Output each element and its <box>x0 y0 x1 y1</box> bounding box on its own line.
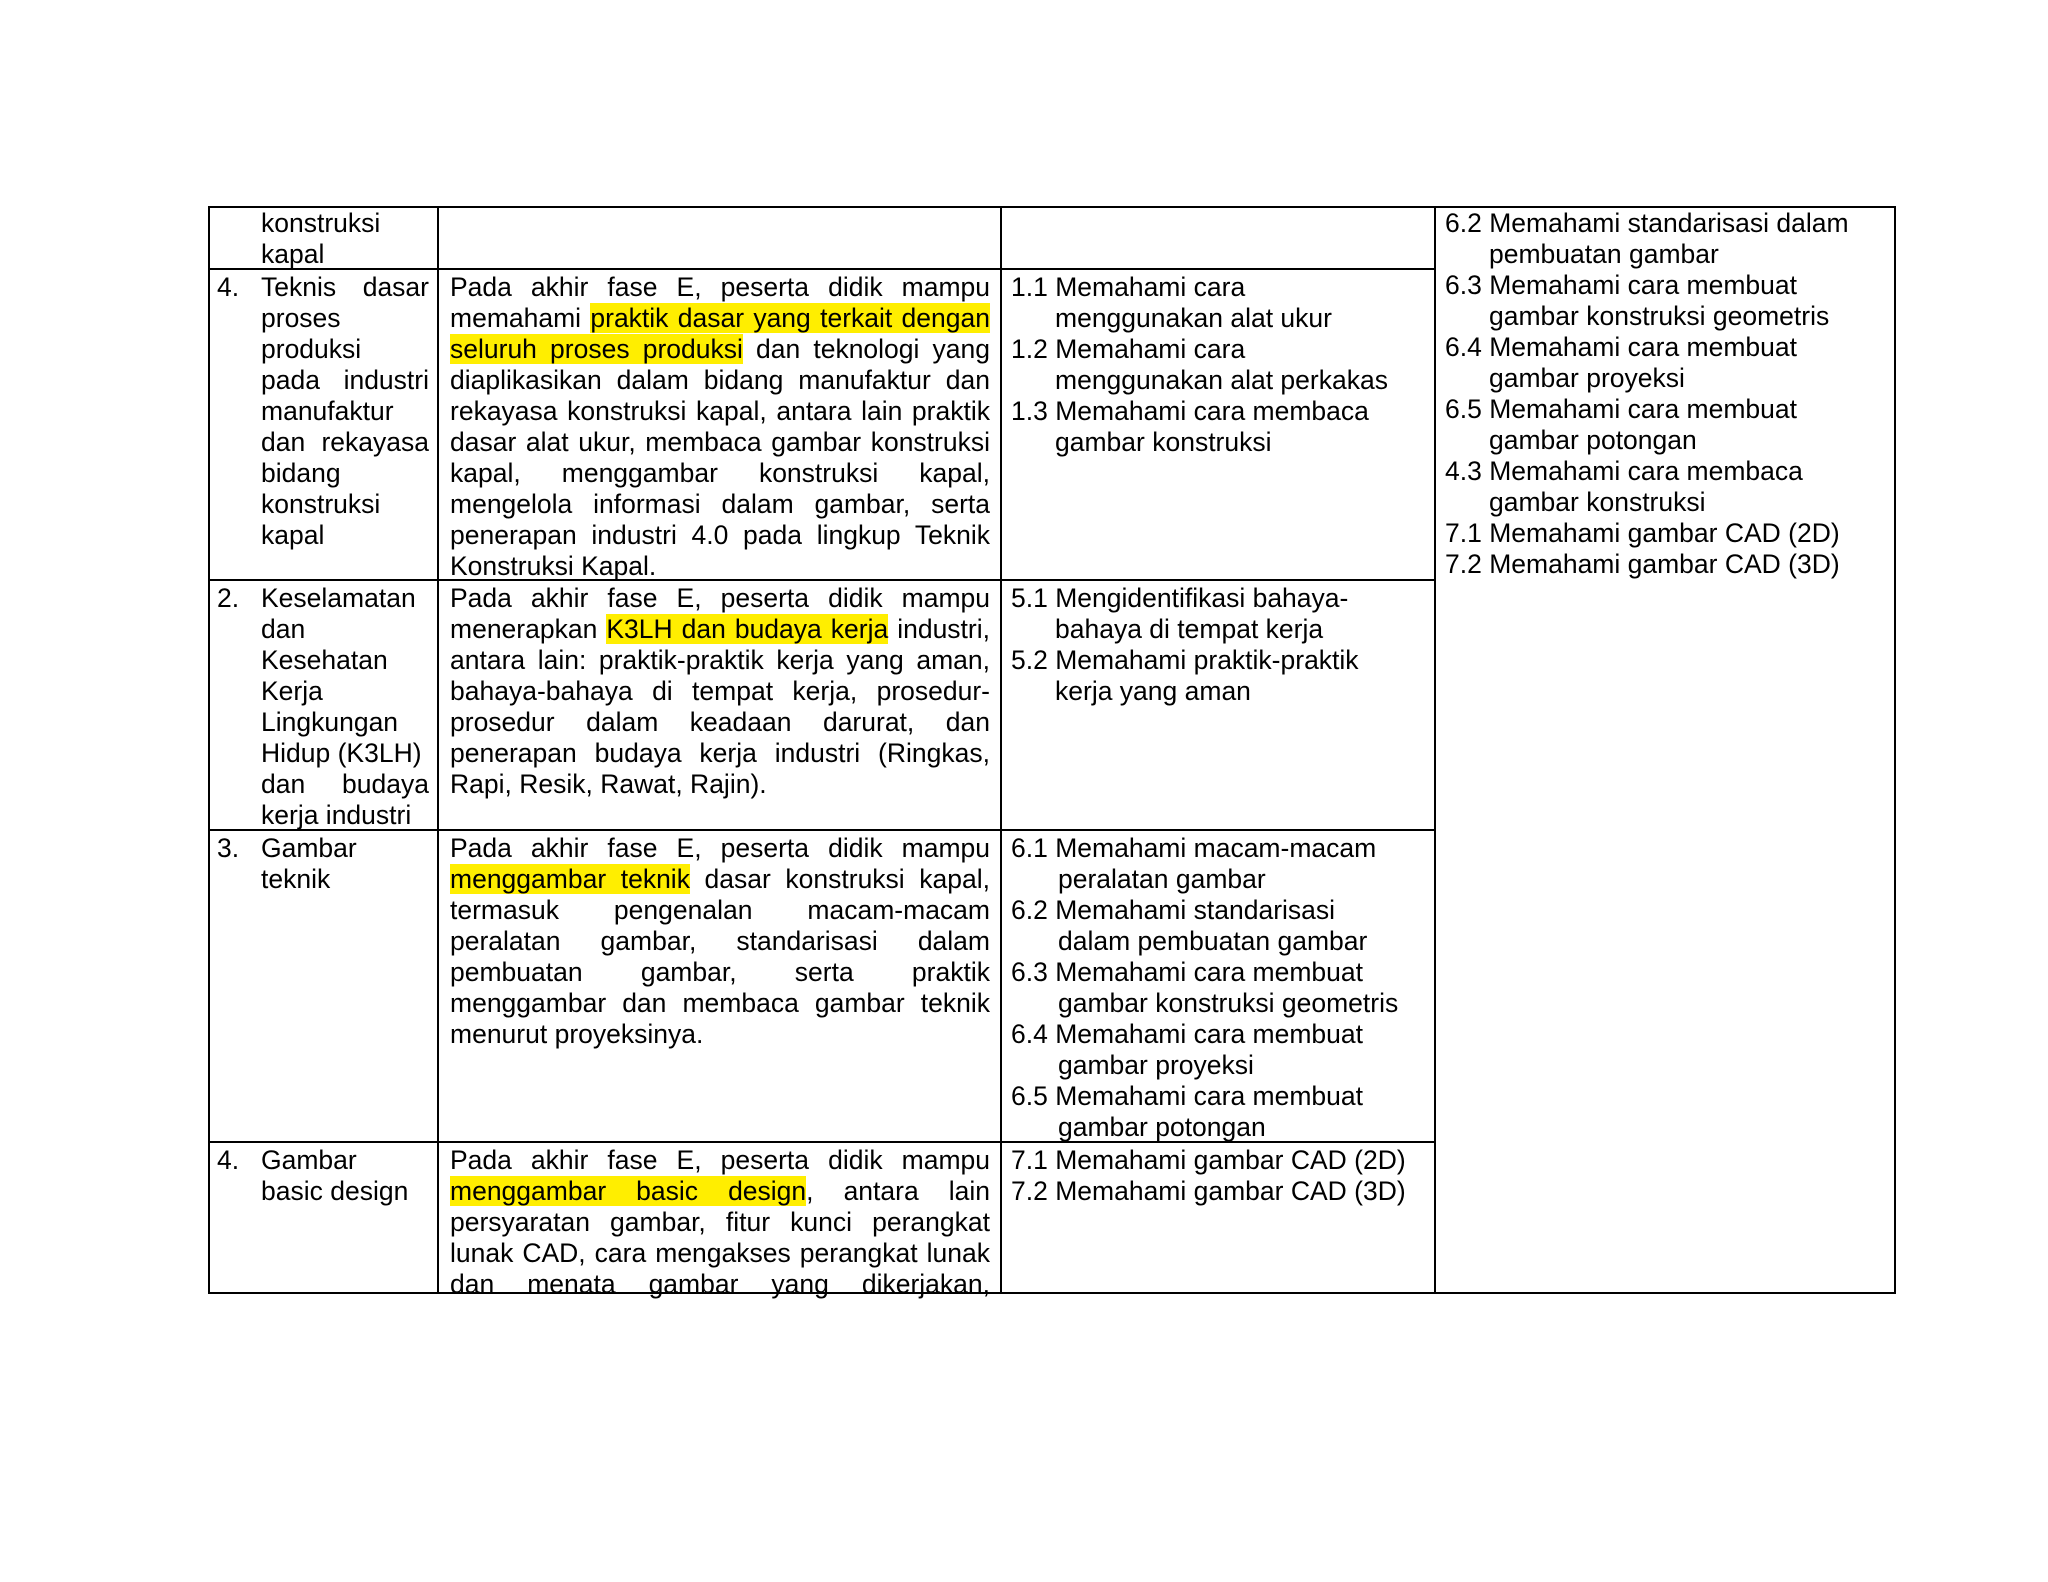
row-number: 2. <box>217 583 240 613</box>
row-description: Pada akhir fase E, peserta didik mampu menerapkan K3LH dan budaya kerja industri, antara lain: praktik-praktik kerja yang aman, bahaya-bahaya di tempat kerja, prosedur- prosedur dalam keadaan darurat, dan penerapan budaya kerja industri (Ringkas, Rapi, Resik, Rawat, Rajin). <box>450 583 990 799</box>
row-number: 3. <box>217 833 240 863</box>
row-title: Keselamatan dan Kesehatan Kerja Lingkungan Hidup (K3LH) dan budaya kerja industri <box>261 583 429 830</box>
row-number: 4. <box>217 1145 240 1175</box>
row-description: Pada akhir fase E, peserta didik mampu memahami praktik dasar yang terkait dengan seluruh proses produksi dan teknologi yang diaplikasikan dalam bidang manufaktur dan rekayasa konstruksi kapal, antara lain praktik dasar alat ukur, membaca gambar konstruksi kapal, menggambar konstruksi kapal, mengelola informasi dalam gambar, serta penerapan industri 4.0 pada lingkup Teknik Konstruksi Kapal. <box>450 272 991 581</box>
highlight: praktik dasar yang terkait dengan <box>590 303 990 333</box>
table-row <box>208 270 437 579</box>
row-title: Gambar basic design <box>261 1145 409 1206</box>
table-row <box>208 1143 437 1292</box>
column-divider-1 <box>437 206 439 1294</box>
table-border-right <box>1894 206 1896 1294</box>
row-description: Pada akhir fase E, peserta didik mampu menggambar basic design, antara lain persyaratan gambar, fitur kunci perangkat lunak CAD, cara mengakses perangkat lunak dan menata gambar yang dikerjakan, <box>450 1145 990 1299</box>
row-objectives: 6.1 Memahami macam-macam peralatan gambar 6.2 Memahami standarisasi dalam pembuatan gambar 6.3 Memahami cara membuat gambar konstruksi geometris 6.4 Memahami cara membuat gambar proyeksi 6.5 Memahami cara membuat gambar potongan <box>1011 833 1399 1142</box>
table-row <box>208 831 437 1141</box>
highlight: menggambar basic design <box>450 1176 807 1206</box>
row-objectives: 1.1 Memahami cara menggunakan alat ukur 1.2 Memahami cara menggunakan alat perkakas 1.3 Memahami cara membaca gambar konstruksi <box>1011 272 1388 457</box>
row-title: Teknis dasar proses produksi pada industri manufaktur dan rekayasa bidang konstruksi kapal <box>261 272 429 550</box>
right-column-objectives: 6.2 Memahami standarisasi dalam pembuatan gambar 6.3 Memahami cara membuat gambar konstruksi geometris 6.4 Memahami cara membuat gambar proyeksi 6.5 Memahami cara membuat gambar potongan 4.3 Memahami cara membaca gambar konstruksi 7.1 Memahami gambar CAD (2D) 7.2 Memahami gambar CAD (3D) <box>1445 208 1849 579</box>
row-objectives: 7.1 Memahami gambar CAD (2D) 7.2 Memahami gambar CAD (3D) <box>1011 1145 1406 1206</box>
highlight: menggambar teknik <box>450 864 690 894</box>
column-divider-3 <box>1434 206 1436 1294</box>
highlight: K3LH dan budaya kerja <box>606 614 889 644</box>
column-divider-2 <box>1000 206 1002 1294</box>
table-row <box>208 581 437 829</box>
table-row <box>208 206 437 268</box>
row-title: konstruksi kapal <box>261 208 381 269</box>
row-description: Pada akhir fase E, peserta didik mampu menggambar teknik dasar konstruksi kapal, termasuk pengenalan macam-macam peralatan gambar, standarisasi dalam pembuatan gambar, serta praktik menggambar dan membaca gambar teknik menurut proyeksinya. <box>450 833 990 1049</box>
highlight: seluruh proses produksi <box>450 334 743 364</box>
row-objectives: 5.1 Mengidentifikasi bahaya- bahaya di tempat kerja 5.2 Memahami praktik-praktik kerja yang aman <box>1011 583 1359 706</box>
row-number: 4. <box>217 272 240 302</box>
row-title: Gambar teknik <box>261 833 357 894</box>
curriculum-table <box>208 206 1896 1299</box>
